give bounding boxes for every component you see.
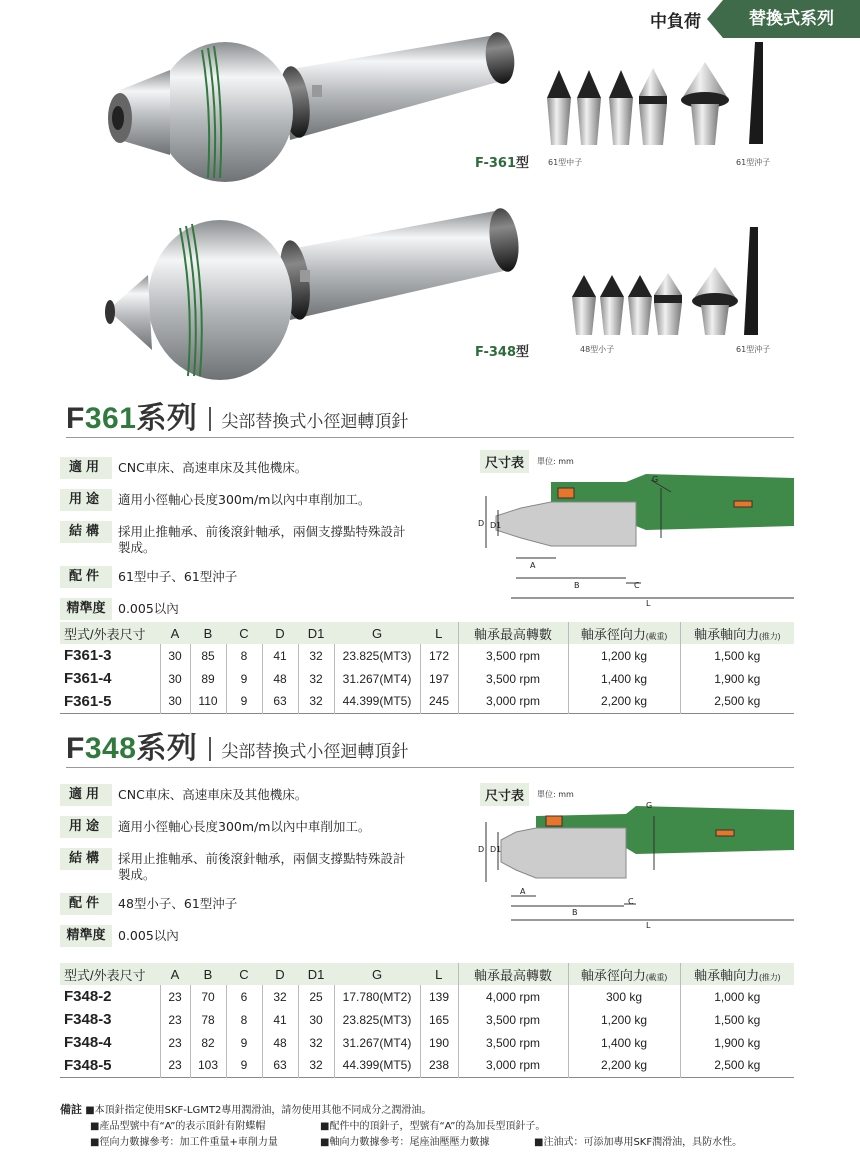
f361-section-title: F361系列 尖部替換式小徑迴轉頂針 xyxy=(66,398,794,438)
col-d1: D1 xyxy=(298,963,334,985)
dim-label-d: D xyxy=(478,845,485,854)
table-row: F348-4 23 82 9 48 32 31.267(MT4) 190 3,500 rpm 1,400 kg 1,900 kg xyxy=(60,1031,794,1054)
col-axial: 軸承軸向力(推力) xyxy=(680,622,794,644)
spec-row: 用途 適用小徑軸心長度300m/m以內中車削加工。 xyxy=(60,489,480,511)
f348-tip-label: 48型小子 xyxy=(580,345,615,354)
f348-punch-label: 61型沖子 xyxy=(736,345,771,354)
dim-label-l: L xyxy=(646,921,651,930)
table-row: F348-5 23 103 9 63 32 44.399(MT5) 238 3,000 rpm 2,200 kg 2,500 kg xyxy=(60,1054,794,1077)
f361-product-image xyxy=(90,30,530,190)
note-item: ■徑向力數據參考：加工件重量+車削力量 xyxy=(90,1137,278,1148)
col-d: D xyxy=(262,963,298,985)
f361-dimension-header: 尺寸表 單位: mm xyxy=(480,450,574,473)
f348-section-title: F348系列 尖部替換式小徑迴轉頂針 xyxy=(66,728,794,768)
page-header xyxy=(650,0,860,38)
col-c: C xyxy=(226,622,262,644)
col-model: 型式/外表尺寸 xyxy=(60,622,160,644)
note-item: ■產品型號中有“A”的表示頂針有附蝶帽 xyxy=(90,1121,266,1132)
dim-label-a: A xyxy=(520,887,526,896)
spec-row: 配件 48型小子、61型沖子 xyxy=(60,893,480,915)
dim-label-g: G xyxy=(652,475,659,484)
f348-subtitle: 尖部替換式小徑迴轉頂針 xyxy=(221,742,409,762)
table-row: F361-3 30 85 8 41 32 23.825(MT3) 172 3,500 rpm 1,200 kg 1,500 kg xyxy=(60,644,794,667)
col-a: A xyxy=(160,963,190,985)
col-model: 型式/外表尺寸 xyxy=(60,963,160,985)
f348-spec-table xyxy=(60,963,794,1078)
dim-label-d: D xyxy=(478,519,485,528)
f348-tips-image xyxy=(560,225,775,340)
table-row: F348-3 23 78 8 41 30 23.825(MT3) 165 3,500 rpm 1,200 kg 1,500 kg xyxy=(60,1008,794,1031)
col-l: L xyxy=(420,622,458,644)
spec-row: 配件 61型中子、61型沖子 xyxy=(60,566,480,588)
col-speed: 軸承最高轉數 xyxy=(458,963,568,985)
f361-model-label: F-361型 xyxy=(475,156,530,171)
f361-tip-label: 61型中子 xyxy=(548,158,583,167)
note-item: ■注油式：可添加專用SKF潤滑油，具防水性。 xyxy=(534,1137,743,1148)
col-radial: 軸承徑向力(載重) xyxy=(568,963,680,985)
spec-row: 精準度 0.005以內 xyxy=(60,925,480,947)
note-item: ■配件中的頂針子，型號有“A”的為加長型頂針子。 xyxy=(320,1121,546,1132)
f348-product-image xyxy=(100,200,530,390)
dim-label-d1: D1 xyxy=(490,521,502,530)
spec-row: 結構 採用止推軸承、前後滾針軸承，兩個支撐點特殊設計製成。 xyxy=(60,848,480,883)
notes-section xyxy=(60,1102,742,1151)
f348-spec-list xyxy=(60,784,480,957)
table-row: F361-4 30 89 9 48 32 31.267(MT4) 197 3,500 rpm 1,400 kg 1,900 kg xyxy=(60,667,794,690)
f348-dimension-drawing xyxy=(476,800,796,930)
dim-label-g: G xyxy=(646,801,653,810)
spec-row: 用途 適用小徑軸心長度300m/m以內中車削加工。 xyxy=(60,816,480,838)
col-g: G xyxy=(334,963,420,985)
f348-table-body xyxy=(60,985,794,1077)
category-label: 中負荷 xyxy=(650,11,701,32)
notes-title: 備註 xyxy=(60,1103,82,1116)
col-speed: 軸承最高轉數 xyxy=(458,622,568,644)
dim-label-c: C xyxy=(628,897,634,906)
dim-label-b: B xyxy=(572,908,578,917)
dim-label-a: A xyxy=(530,561,536,570)
f361-punch-label: 61型沖子 xyxy=(736,158,771,167)
col-l: L xyxy=(420,963,458,985)
f348-dimension-header: 尺寸表 單位: mm xyxy=(480,783,574,806)
table-row: F361-5 30 110 9 63 32 44.399(MT5) 245 3,000 rpm 2,200 kg 2,500 kg xyxy=(60,690,794,713)
col-d: D xyxy=(262,622,298,644)
col-a: A xyxy=(160,622,190,644)
dim-label-d1: D1 xyxy=(490,845,502,854)
f361-table-body xyxy=(60,644,794,713)
f361-subtitle: 尖部替換式小徑迴轉頂針 xyxy=(221,412,409,432)
spec-row: 結構 採用止推軸承、前後滾針軸承，兩個支撐點特殊設計製成。 xyxy=(60,521,480,556)
f361-dimension-drawing xyxy=(476,468,796,608)
col-b: B xyxy=(190,963,226,985)
f361-spec-table xyxy=(60,622,794,714)
col-b: B xyxy=(190,622,226,644)
f361-tips-image xyxy=(535,40,775,150)
col-c: C xyxy=(226,963,262,985)
col-g: G xyxy=(334,622,420,644)
col-axial: 軸承軸向力(推力) xyxy=(680,963,794,985)
col-radial: 軸承徑向力(載重) xyxy=(568,622,680,644)
dim-label-c: C xyxy=(634,581,640,590)
col-d1: D1 xyxy=(298,622,334,644)
spec-row: 適用 CNC車床、高速車床及其他機床。 xyxy=(60,784,480,806)
series-tag: 替換式系列 xyxy=(723,0,860,38)
spec-row: 精準度 0.005以內 xyxy=(60,598,480,620)
f348-model-label: F-348型 xyxy=(475,345,530,360)
dim-label-b: B xyxy=(574,581,580,590)
spec-row: 適用 CNC車床、高速車床及其他機床。 xyxy=(60,457,480,479)
note-item: ■軸向力數據參考：尾座油壓壓力數據 xyxy=(320,1137,490,1148)
dim-label-l: L xyxy=(646,599,651,608)
f361-spec-list xyxy=(60,457,480,630)
table-row: F348-2 23 70 6 32 25 17.780(MT2) 139 4,000 rpm 300 kg 1,000 kg xyxy=(60,985,794,1008)
note-item: ■本頂針指定使用SKF-LGMT2專用潤滑油，請勿使用其他不同成分之潤滑油。 xyxy=(85,1105,432,1116)
